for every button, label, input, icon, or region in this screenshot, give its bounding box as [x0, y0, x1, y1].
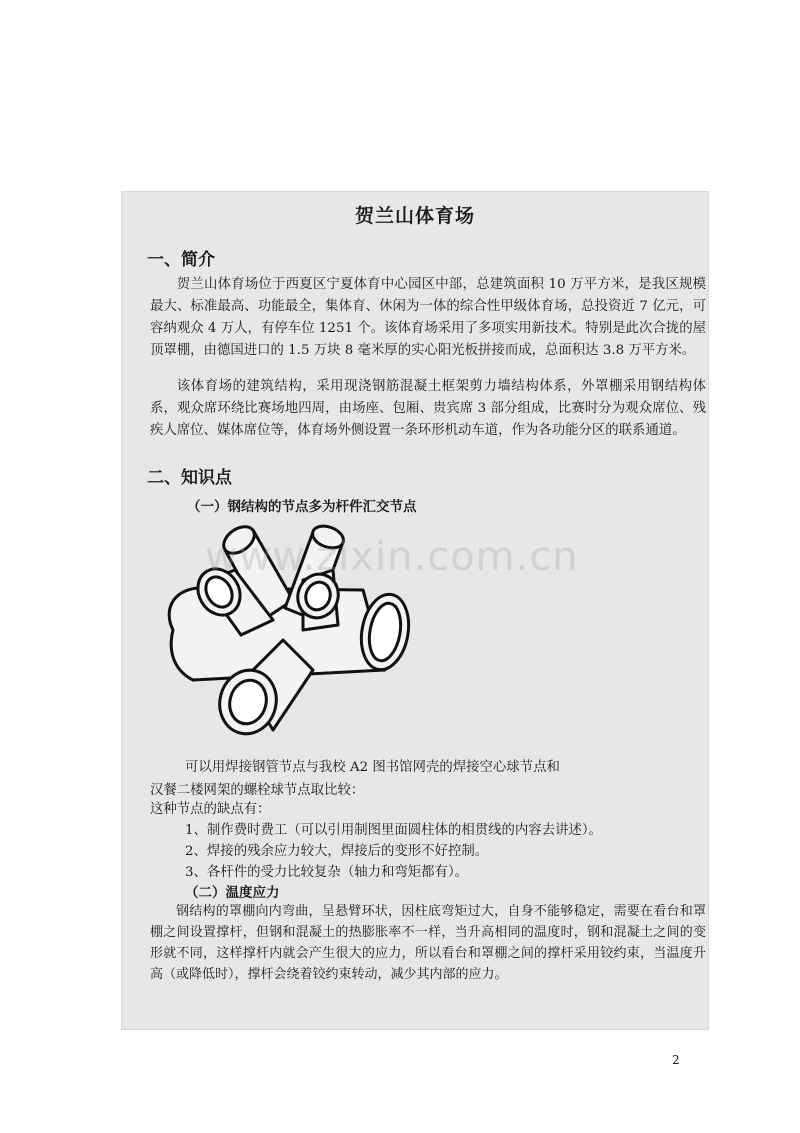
doc-title: 贺兰山体育场	[354, 205, 475, 227]
section-heading-knowledge: 二、知识点	[147, 468, 232, 488]
defect-item-1: 1、制作费时费工（可以引用制图里面圆柱体的相贯线的内容去讲述）。	[185, 823, 602, 838]
watermark-text: www.zixin.com.cn	[205, 534, 579, 580]
comparison-line-2: 汉餐二楼网架的螺栓球节点取比较：	[150, 783, 365, 798]
section-heading-intro: 一、简介	[147, 250, 215, 270]
page-number: 2	[672, 1053, 680, 1067]
subheading-steel-joints: （一）钢结构的节点多为杆件汇交节点	[187, 499, 417, 515]
comparison-line-1: 可以用焊接钢管节点与我校 A2 图书馆网壳的焊接空心球节点和	[185, 760, 560, 775]
defect-item-2: 2、焊接的残余应力较大，焊接后的变形不好控制。	[185, 844, 489, 859]
thermal-stress-paragraph: 钢结构的罩棚向内弯曲，呈悬臂环状，因柱底弯矩过大，自身不能够稳定，需要在看台和罩棚之间设置撑杆，但钢和混凝土的热膨胀率不一样，当升高相同的温度时，钢和混凝土之间的变形就不同，这样撑杆内就会产生很大的应力，所以看台和罩棚之间的撑杆采用铰约束，当温度升高（或降低时），撑杆会绕着铰约束转动，减少其内部的应力。	[150, 904, 706, 982]
defects-intro: 这种节点的缺点有：	[150, 802, 271, 817]
intro-paragraph-2: 该体育场的建筑结构，采用现浇钢筋混凝土框架剪力墙结构体系，外罩棚采用钢结构体系，观众席环绕比赛场地四周，由场座、包厢、贵宾席 3 部分组成，比赛时分为观众席位、残疾人席位、媒体席位等，体育场外侧设置一条环形机动车道，作为各功能分区的联系通道。	[150, 379, 706, 438]
defect-item-3: 3、各杆件的受力比较复杂（轴力和弯矩都有）。	[185, 865, 469, 880]
intro-paragraph-1: 贺兰山体育场位于西夏区宁夏体育中心园区中部，总建筑面积 10 万平方米，是我区规模最大、标准最高、功能最全，集体育、休闲为一体的综合性甲级体育场，总投资近 7 亿元，可容纳观众 4 万人，有停车位 1251 个。该体育场采用了多项实用新技术。特别是此次合拢的屋顶罩棚，由德国进口的 1.5 万块 8 毫米厚的实心阳光板拼接而成，总面积达 3.8 万平方米。	[150, 277, 706, 358]
subheading-thermal-stress: （二）温度应力	[185, 885, 280, 901]
